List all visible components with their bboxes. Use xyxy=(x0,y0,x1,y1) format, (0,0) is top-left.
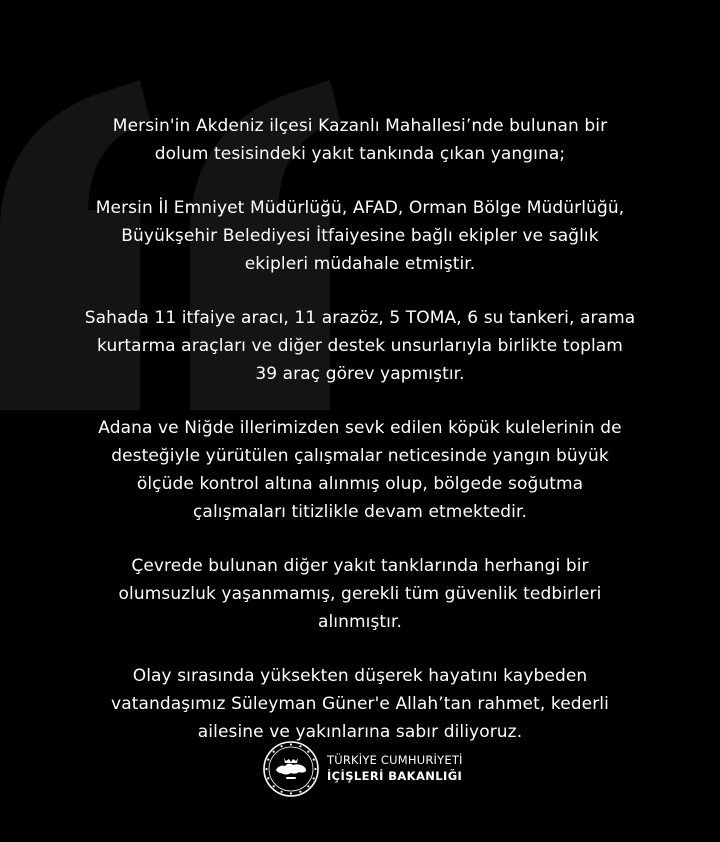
paragraph-line: desteğiyle yürütülen çalışmalar neticesinde yangın büyük xyxy=(111,446,609,466)
paragraph-line: Olay sırasında yüksekten düşerek hayatını kaybeden xyxy=(132,666,588,686)
paragraph-5 xyxy=(40,552,680,636)
paragraph-3 xyxy=(40,304,680,388)
paragraph-line: Büyükşehir Belediyesi İtfaiyesine bağlı ekipler ve sağlık xyxy=(121,226,599,246)
paragraph-4 xyxy=(40,414,680,526)
paragraph-line: çalışmaları titizlikle devam etmektedir. xyxy=(192,502,528,522)
ministry-name-line2: İÇİŞLERİ BAKANLIĞI xyxy=(327,769,463,783)
paragraph-line: dolum tesisindeki yakıt tankında çıkan yangına; xyxy=(154,144,566,164)
paragraph-line: Adana ve Niğde illerimizden sevk edilen köpük kulelerinin de xyxy=(98,418,622,438)
paragraph-line: alınmıştır. xyxy=(317,612,403,632)
paragraph-line: kurtarma araçları ve diğer destek unsurlarıyla birlikte toplam xyxy=(97,336,623,356)
paragraph-line: ölçüde kontrol altına alınmış olup, bölgede soğutma xyxy=(136,474,584,494)
paragraph-line: ekipleri müdahale etmiştir. xyxy=(244,254,476,274)
ministry-name xyxy=(327,752,463,784)
paragraph-line: Mersin İl Emniyet Müdürlüğü, AFAD, Orman Bölge Müdürlüğü, xyxy=(95,198,625,218)
paragraph-1 xyxy=(40,112,680,168)
paragraph-2 xyxy=(40,194,680,278)
paragraph-line: 39 araç görev yapmıştır. xyxy=(255,364,465,384)
ministry-emblem-icon xyxy=(262,740,320,798)
ministry-name-line1: TÜRKİYE CUMHURİYETİ xyxy=(327,753,463,767)
paragraph-line: Sahada 11 itfaiye aracı, 11 arazöz, 5 TOMA, 6 su tankeri, arama xyxy=(84,308,636,328)
ministry-logo xyxy=(0,740,720,800)
paragraph-line: olumsuzluk yaşanmamış, gerekli tüm güvenlik tedbirleri xyxy=(118,584,602,604)
paragraph-line: Çevrede bulunan diğer yakıt tanklarında herhangi bir xyxy=(131,556,589,576)
paragraph-line: Mersin'in Akdeniz ilçesi Kazanlı Mahallesi’nde bulunan bir xyxy=(112,116,608,136)
statement-text xyxy=(40,112,680,772)
paragraph-6 xyxy=(40,662,680,746)
paragraph-line: vatandaşımız Süleyman Güner'e Allah’tan rahmet, kederli xyxy=(111,694,609,714)
paragraph-line: ailesine ve yakınlarına sabır diliyoruz. xyxy=(197,722,523,742)
